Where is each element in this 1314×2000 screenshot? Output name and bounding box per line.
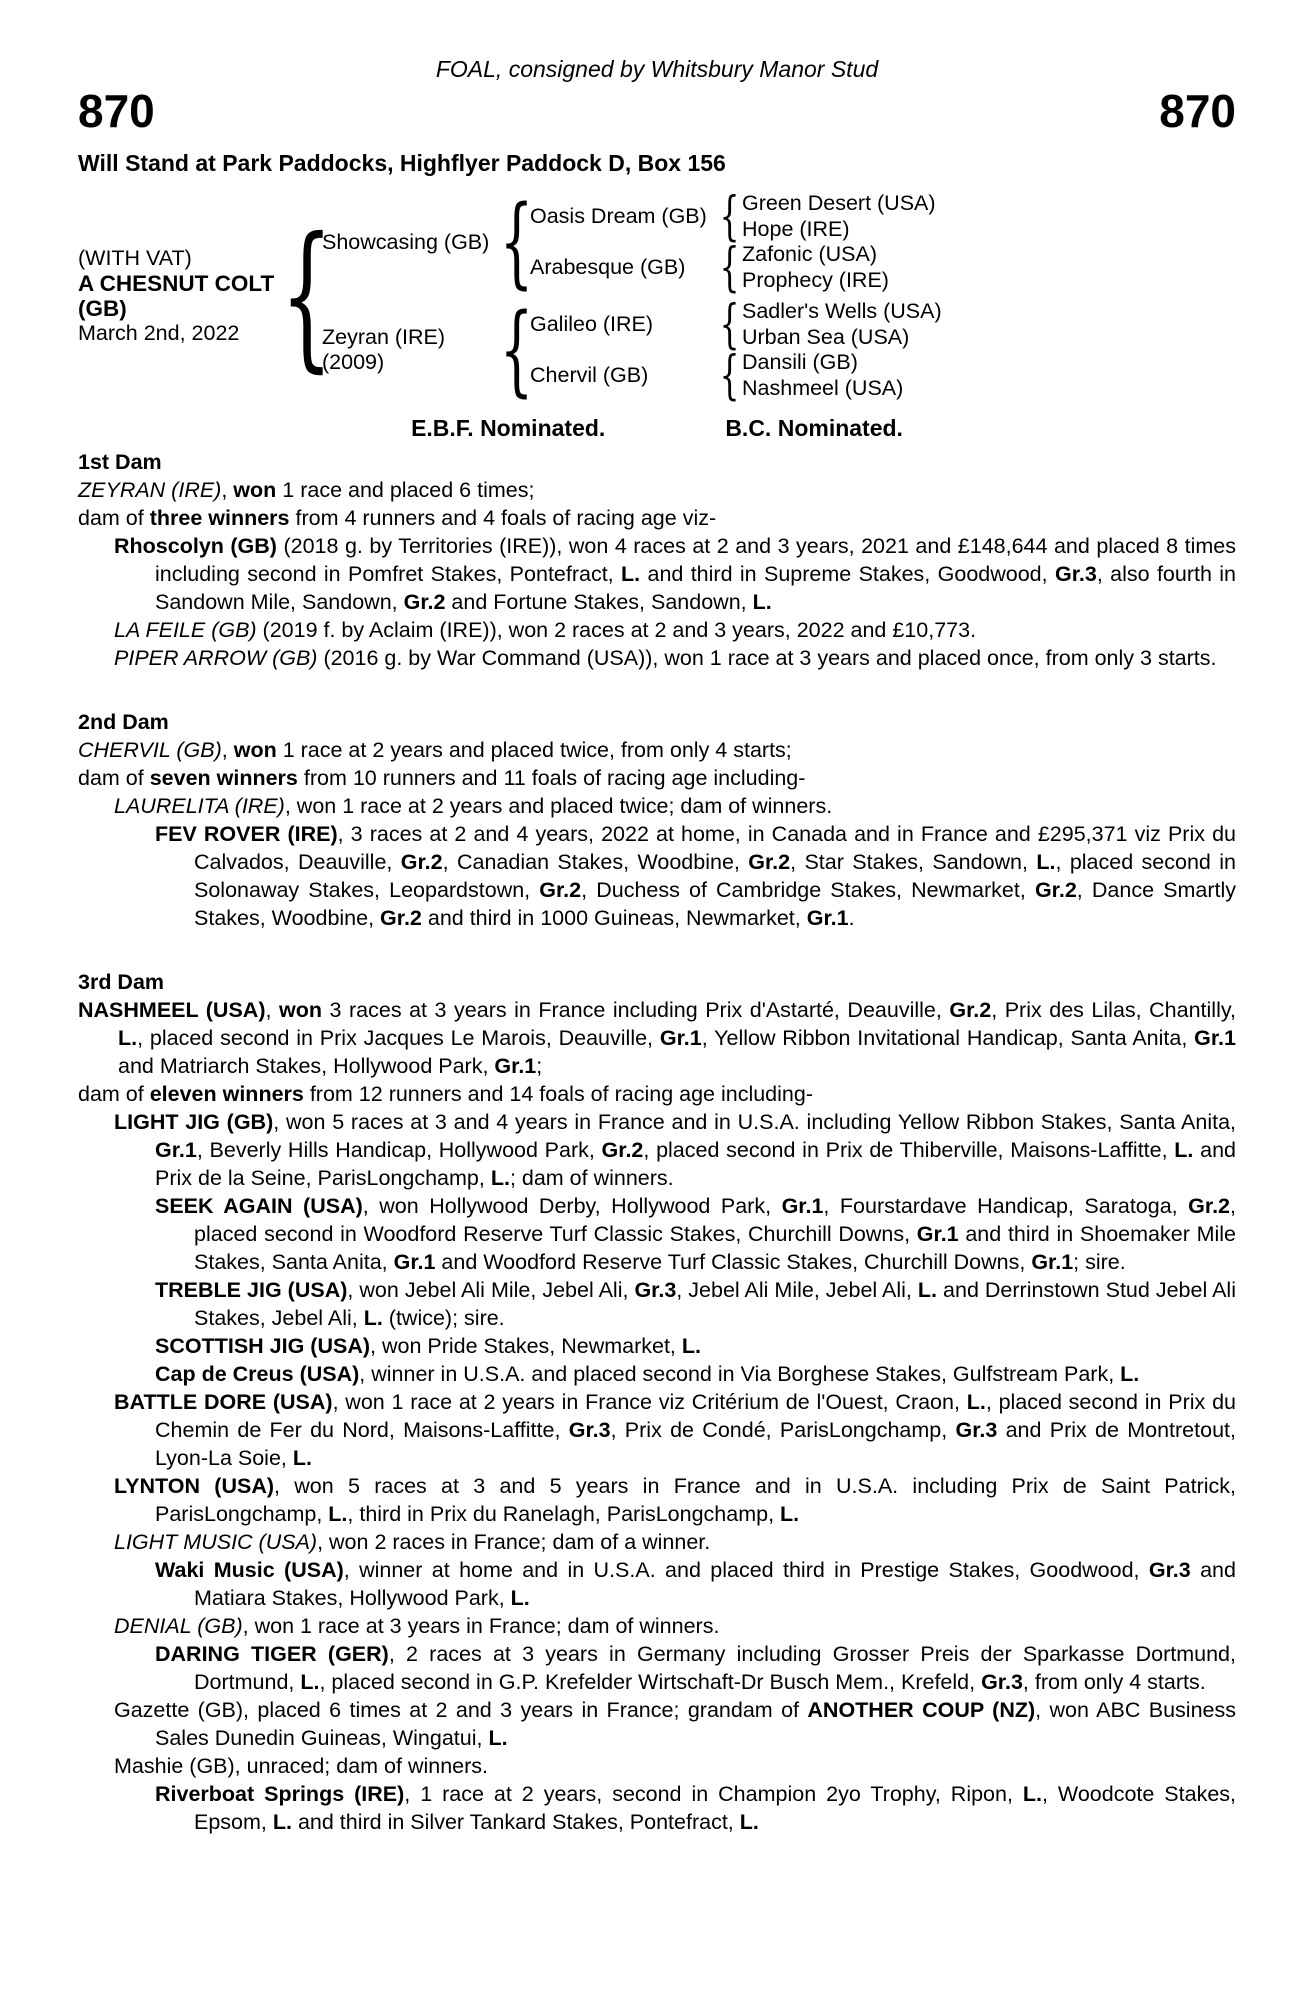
stand-location-line: Will Stand at Park Paddocks, Highflyer Paddock D, Box 156 [78,149,726,176]
dam-sire-name: Galileo (IRE) [530,312,654,337]
pedigree-paragraph: SCOTTISH JIG (USA), won Pride Stakes, Newmarket, L. [155,1334,701,1359]
pedigree-paragraph: SEEK AGAIN (USA), won Hollywood Derby, Hollywood Park, Gr.1, Fourstardave Handicap, Saratoga, Gr.2, placed second in Woodford Reserve Turf Classic Stakes, Churchill Downs, Gr.1 and third in Shoemaker Mile Stakes, Santa Anita, Gr.1 and Woodford Reserve Turf Classic Stakes, Churchill Downs, Gr.1; sire. [155,1194,1237,1275]
pedigree-quad [530,242,936,293]
dam-name: Zeyran (IRE) [322,325,446,350]
lot-number-left: 870 [78,84,155,137]
pedigree-paragraph: DARING TIGER (GER), 2 races at 3 years in Germany including Grosser Preis der Sparkasse Dortmund, Dortmund, L., placed second in G.P. Krefelder Wirtschaft-Dr Busch Mem., Krefeld, Gr.3, from only 4 starts. [155,1642,1236,1695]
ancestor-name: Hope (IRE) [742,217,850,242]
ancestor-name: Nashmeel (USA) [742,376,904,401]
pedigree-paragraph: TREBLE JIG (USA), won Jebel Ali Mile, Jebel Ali, Gr.3, Jebel Ali Mile, Jebel Ali, L. and Derrinstown Stud Jebel Ali Stakes, Jebel Ali, L. (twice); sire. [155,1278,1236,1331]
bc-nomination: B.C. Nominated. [725,415,903,442]
great-grandparents [742,242,889,293]
pedigree-paragraph: LIGHT MUSIC (USA), won 2 races in France; dam of a winner. [114,1530,711,1555]
pedigree-quad [530,299,942,350]
ancestor-name: Prophecy (IRE) [742,268,889,293]
pedigree-brace [718,350,742,402]
lot-number-right: 870 [1159,84,1236,137]
pedigree-table [78,191,1236,401]
sire-sire-name: Oasis Dream (GB) [530,204,707,229]
pedigree-paragraph: DENIAL (GB), won 1 race at 3 years in France; dam of winners. [114,1614,720,1639]
sire-dam-name: Arabesque (GB) [530,255,686,280]
pedigree-paragraph: Rhoscolyn (GB) (2018 g. by Territories (IRE)), won 4 races at 2 and 3 years, 2021 and £148,644 and placed 8 times including second in Pomfret Stakes, Pontefract, L. and third in Supreme Stakes, Goodwood, Gr.3, also fourth in Sandown Mile, Sandown, Gr.2 and Fortune Stakes, Sandown, L. [114,534,1237,615]
consignment-line: FOAL, consigned by Whitsbury Manor Stud [435,56,879,82]
pedigree-paragraph: Gazette (GB), placed 6 times at 2 and 3 years in France; grandam of ANOTHER COUP (NZ), won ABC Business Sales Dunedin Guineas, Wingatui, L. [114,1698,1236,1751]
pedigree-generations [322,191,942,401]
nominations-row [78,415,1236,442]
pedigree-paragraph: ZEYRAN (IRE), won 1 race and placed 6 times; [78,478,535,503]
pedigree-brace [718,242,742,294]
pedigree-paragraph: LYNTON (USA), won 5 races at 3 and 5 years in France and in U.S.A. including Prix de Saint Patrick, ParisLongchamp, L., third in Prix du Ranelagh, ParisLongchamp, L. [114,1474,1236,1527]
horse-info-block [78,246,292,346]
section-heading: 3rd Dam [78,970,165,995]
pedigree-paragraph: BATTLE DORE (USA), won 1 race at 2 years in France viz Critérium de l'Ouest, Craon, L., placed second in Prix du Chemin de Fer du Nord, Maisons-Laffitte, Gr.3, Prix de Condé, ParisLongchamp, Gr.3 and Prix de Montretout, Lyon-La Soie, L. [114,1390,1236,1471]
sire-name: Showcasing (GB) [322,229,490,254]
foaling-date: March 2nd, 2022 [78,321,240,346]
lot-number-row [78,84,1236,137]
ancestor-name: Dansili (GB) [742,350,858,375]
pedigree-paragraph: LA FEILE (GB) (2019 f. by Aclaim (IRE)), won 2 races at 2 and 3 years, 2022 and £10,773. [114,618,977,643]
pedigree-paragraph: dam of eleven winners from 12 runners and 14 foals of racing age including- [78,1082,813,1107]
pedigree-brace [504,194,530,290]
pedigree-paragraph: NASHMEEL (USA), won 3 races at 3 years in France including Prix d'Astarté, Deauville, Gr.2, Prix des Lilas, Chantilly, L., placed second in Prix Jacques Le Marois, Deauville, Gr.1, Yellow Ribbon Invitational Handicap, Santa Anita, Gr.1 and Matriarch Stakes, Hollywood Park, Gr.1; [78,998,1236,1079]
pedigree-quad [530,191,936,242]
section-heading: 2nd Dam [78,710,169,735]
pedigree-paragraph: dam of seven winners from 10 runners and 11 foals of racing age including- [78,766,806,791]
ebf-nomination: E.B.F. Nominated. [411,415,606,442]
pedigree-paragraph: CHERVIL (GB), won 1 race at 2 years and placed twice, from only 4 starts; [78,738,792,763]
dam-dam-name: Chervil (GB) [530,363,649,388]
sire-grandparents [530,191,936,293]
dam-branch [322,299,942,401]
horse-name-suffix: (GB) [78,296,127,322]
pedigree-paragraph: FEV ROVER (IRE), 3 races at 2 and 4 years, 2022 at home, in Canada and in France and £295,371 viz Prix du Calvados, Deauville, Gr.2, Canadian Stakes, Woodbine, Gr.2, Star Stakes, Sandown, L., placed second in Solonaway Stakes, Leopardstown, Gr.2, Duchess of Cambridge Stakes, Newmarket, Gr.2, Dance Smartly Stakes, Woodbine, Gr.2 and third in 1000 Guineas, Newmarket, Gr.1. [155,822,1237,931]
dam-grandparents [530,299,942,401]
horse-name: A CHESNUT COLT [78,271,275,297]
pedigree-paragraph: dam of three winners from 4 runners and 4 foals of racing age viz- [78,506,717,531]
dam-name-block [322,325,504,375]
great-grandparents [742,299,942,350]
ancestor-name: Sadler's Wells (USA) [742,299,942,324]
pedigree-brace [718,191,742,243]
dam-sections [78,448,1236,1836]
pedigree-paragraph: Mashie (GB), unraced; dam of winners. [114,1754,489,1779]
dam-year: (2009) [322,350,385,375]
section-heading: 1st Dam [78,450,162,475]
ancestor-name: Green Desert (USA) [742,191,936,216]
pedigree-brace [292,221,322,371]
pedigree-brace [718,299,742,351]
great-grandparents [742,191,936,242]
sire-branch [322,191,942,293]
pedigree-paragraph: Riverboat Springs (IRE), 1 race at 2 years, second in Champion 2yo Trophy, Ripon, L., Woodcote Stakes, Epsom, L. and third in Silver Tankard Stakes, Pontefract, L. [155,1782,1236,1835]
pedigree-quad [530,350,942,401]
pedigree-paragraph: LIGHT JIG (GB), won 5 races at 3 and 4 years in France and in U.S.A. including Yellow Ribbon Stakes, Santa Anita, Gr.1, Beverly Hills Handicap, Hollywood Park, Gr.2, placed second in Prix de Thiberville, Maisons-Laffitte, L. and Prix de la Seine, ParisLongchamp, L.; dam of winners. [114,1110,1236,1191]
great-grandparents [742,350,903,401]
pedigree-paragraph: LAURELITA (IRE), won 1 race at 2 years and placed twice; dam of winners. [114,794,833,819]
ancestor-name: Zafonic (USA) [742,242,878,267]
pedigree-paragraph: Waki Music (USA), winner at home and in U.S.A. and placed third in Prestige Stakes, Goodwood, Gr.3 and Matiara Stakes, Hollywood Park, L. [155,1558,1236,1611]
pedigree-paragraph: PIPER ARROW (GB) (2016 g. by War Command (USA)), won 1 race at 3 years and placed once, from only 3 starts. [114,646,1217,671]
ancestor-name: Urban Sea (USA) [742,325,910,350]
pedigree-brace [504,302,530,398]
vat-note: (WITH VAT) [78,246,192,271]
pedigree-paragraph: Cap de Creus (USA), winner in U.S.A. and placed second in Via Borghese Stakes, Gulfstream Park, L. [155,1362,1140,1387]
